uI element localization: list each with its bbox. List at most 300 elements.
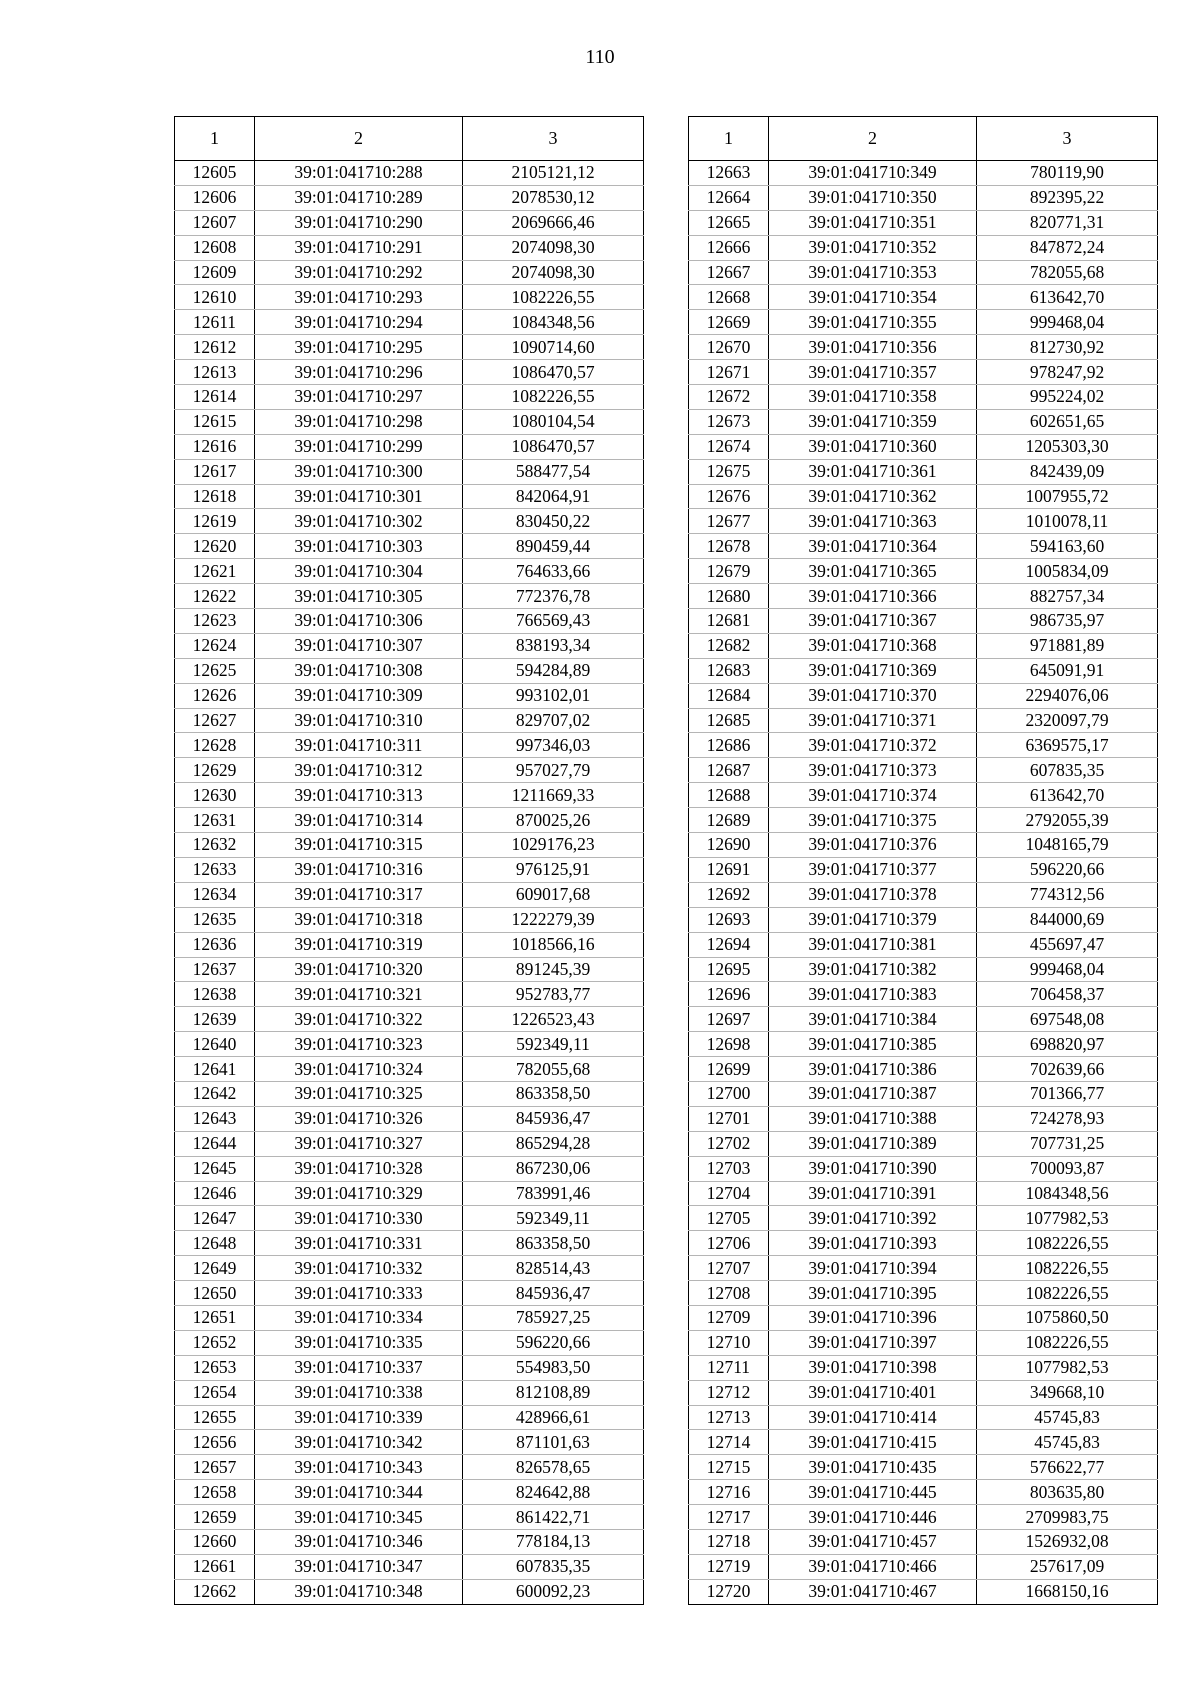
row-number-cell: 12623	[175, 609, 255, 634]
cadastral-number-cell: 39:01:041710:312	[255, 758, 463, 783]
cadastral-number-cell: 39:01:041710:375	[769, 808, 977, 833]
table-row	[175, 1505, 644, 1530]
value-cell: 993102,01	[463, 683, 644, 708]
row-number-cell: 12698	[689, 1032, 769, 1057]
table-row	[689, 1380, 1158, 1405]
table-row	[689, 285, 1158, 310]
cadastral-number-cell: 39:01:041710:300	[255, 459, 463, 484]
value-cell: 257617,09	[977, 1554, 1158, 1579]
cadastral-number-cell: 39:01:041710:384	[769, 1007, 977, 1032]
row-number-cell: 12667	[689, 260, 769, 285]
value-cell: 1205303,30	[977, 434, 1158, 459]
row-number-cell: 12640	[175, 1032, 255, 1057]
cadastral-number-cell: 39:01:041710:323	[255, 1032, 463, 1057]
value-cell: 1084348,56	[977, 1181, 1158, 1206]
cadastral-number-cell: 39:01:041710:374	[769, 783, 977, 808]
row-number-cell: 12701	[689, 1106, 769, 1131]
table-row	[175, 534, 644, 559]
row-number-cell: 12676	[689, 484, 769, 509]
cadastral-number-cell: 39:01:041710:343	[255, 1455, 463, 1480]
cadastral-number-cell: 39:01:041710:334	[255, 1305, 463, 1330]
row-number-cell: 12613	[175, 360, 255, 385]
cadastral-number-cell: 39:01:041710:445	[769, 1480, 977, 1505]
value-cell: 844000,69	[977, 907, 1158, 932]
value-cell: 867230,06	[463, 1156, 644, 1181]
cadastral-number-cell: 39:01:041710:389	[769, 1131, 977, 1156]
value-cell: 772376,78	[463, 584, 644, 609]
row-number-cell: 12692	[689, 882, 769, 907]
value-cell: 1084348,56	[463, 310, 644, 335]
table-row	[175, 609, 644, 634]
value-cell: 607835,35	[463, 1554, 644, 1579]
row-number-cell: 12627	[175, 708, 255, 733]
value-cell: 554983,50	[463, 1355, 644, 1380]
value-cell: 700093,87	[977, 1156, 1158, 1181]
row-number-cell: 12621	[175, 559, 255, 584]
table-row	[689, 758, 1158, 783]
row-number-cell: 12691	[689, 857, 769, 882]
value-cell: 812108,89	[463, 1380, 644, 1405]
table-row	[175, 758, 644, 783]
row-number-cell: 12706	[689, 1231, 769, 1256]
table-row	[175, 459, 644, 484]
row-number-cell: 12605	[175, 161, 255, 186]
cadastral-number-cell: 39:01:041710:317	[255, 882, 463, 907]
table-row	[175, 1355, 644, 1380]
cadastral-number-cell: 39:01:041710:357	[769, 360, 977, 385]
cadastral-number-cell: 39:01:041710:305	[255, 584, 463, 609]
row-number-cell: 12618	[175, 484, 255, 509]
table-row	[175, 982, 644, 1007]
value-cell: 1075860,50	[977, 1305, 1158, 1330]
value-cell: 957027,79	[463, 758, 644, 783]
cadastral-number-cell: 39:01:041710:396	[769, 1305, 977, 1330]
row-number-cell: 12643	[175, 1106, 255, 1131]
row-number-cell: 12697	[689, 1007, 769, 1032]
table-row	[175, 409, 644, 434]
value-cell: 349668,10	[977, 1380, 1158, 1405]
row-number-cell: 12682	[689, 633, 769, 658]
row-number-cell: 12702	[689, 1131, 769, 1156]
row-number-cell: 12707	[689, 1256, 769, 1281]
row-number-cell: 12683	[689, 658, 769, 683]
row-number-cell: 12670	[689, 335, 769, 360]
value-cell: 871101,63	[463, 1430, 644, 1455]
row-number-cell: 12635	[175, 907, 255, 932]
cadastral-number-cell: 39:01:041710:335	[255, 1330, 463, 1355]
cadastral-number-cell: 39:01:041710:382	[769, 957, 977, 982]
value-cell: 1526932,08	[977, 1529, 1158, 1554]
value-cell: 2320097,79	[977, 708, 1158, 733]
table-row	[689, 235, 1158, 260]
cadastral-number-cell: 39:01:041710:290	[255, 210, 463, 235]
row-number-cell: 12716	[689, 1480, 769, 1505]
row-number-cell: 12610	[175, 285, 255, 310]
cadastral-number-cell: 39:01:041710:378	[769, 882, 977, 907]
column-header: 1	[689, 117, 769, 161]
value-cell: 783991,46	[463, 1181, 644, 1206]
cadastral-number-cell: 39:01:041710:391	[769, 1181, 977, 1206]
cadastral-number-cell: 39:01:041710:333	[255, 1281, 463, 1306]
table-row	[175, 260, 644, 285]
table-row	[175, 1181, 644, 1206]
row-number-cell: 12689	[689, 808, 769, 833]
row-number-cell: 12704	[689, 1181, 769, 1206]
row-number-cell: 12669	[689, 310, 769, 335]
table-row	[175, 833, 644, 858]
data-table-left	[174, 116, 644, 1605]
row-number-cell: 12675	[689, 459, 769, 484]
value-cell: 782055,68	[463, 1057, 644, 1082]
table-header-row	[175, 117, 644, 161]
table-row	[175, 733, 644, 758]
table-row	[689, 335, 1158, 360]
value-cell: 724278,93	[977, 1106, 1158, 1131]
table-row	[175, 1281, 644, 1306]
cadastral-number-cell: 39:01:041710:435	[769, 1455, 977, 1480]
cadastral-number-cell: 39:01:041710:332	[255, 1256, 463, 1281]
table-row	[689, 484, 1158, 509]
table-row	[689, 161, 1158, 186]
row-number-cell: 12668	[689, 285, 769, 310]
table-row	[175, 932, 644, 957]
column-header: 2	[255, 117, 463, 161]
row-number-cell: 12680	[689, 584, 769, 609]
cadastral-number-cell: 39:01:041710:370	[769, 683, 977, 708]
cadastral-number-cell: 39:01:041710:318	[255, 907, 463, 932]
cadastral-number-cell: 39:01:041710:385	[769, 1032, 977, 1057]
cadastral-number-cell: 39:01:041710:351	[769, 210, 977, 235]
row-number-cell: 12634	[175, 882, 255, 907]
table-row	[175, 633, 644, 658]
value-cell: 602651,65	[977, 409, 1158, 434]
row-number-cell: 12655	[175, 1405, 255, 1430]
cadastral-number-cell: 39:01:041710:330	[255, 1206, 463, 1231]
cadastral-number-cell: 39:01:041710:401	[769, 1380, 977, 1405]
row-number-cell: 12660	[175, 1529, 255, 1554]
table-row	[689, 907, 1158, 932]
row-number-cell: 12652	[175, 1330, 255, 1355]
table-row	[689, 1156, 1158, 1181]
row-number-cell: 12674	[689, 434, 769, 459]
table-row	[175, 1057, 644, 1082]
value-cell: 1082226,55	[977, 1256, 1158, 1281]
row-number-cell: 12671	[689, 360, 769, 385]
value-cell: 1010078,11	[977, 509, 1158, 534]
table-row	[175, 509, 644, 534]
value-cell: 698820,97	[977, 1032, 1158, 1057]
value-cell: 845936,47	[463, 1106, 644, 1131]
value-cell: 952783,77	[463, 982, 644, 1007]
cadastral-number-cell: 39:01:041710:414	[769, 1405, 977, 1430]
row-number-cell: 12645	[175, 1156, 255, 1181]
cadastral-number-cell: 39:01:041710:322	[255, 1007, 463, 1032]
row-number-cell: 12629	[175, 758, 255, 783]
cadastral-number-cell: 39:01:041710:364	[769, 534, 977, 559]
table-row	[175, 783, 644, 808]
cadastral-number-cell: 39:01:041710:328	[255, 1156, 463, 1181]
value-cell: 882757,34	[977, 584, 1158, 609]
row-number-cell: 12625	[175, 658, 255, 683]
value-cell: 845936,47	[463, 1281, 644, 1306]
table-row	[689, 1032, 1158, 1057]
table-row	[175, 285, 644, 310]
table-row	[689, 1430, 1158, 1455]
value-cell: 1090714,60	[463, 335, 644, 360]
row-number-cell: 12622	[175, 584, 255, 609]
row-number-cell: 12705	[689, 1206, 769, 1231]
table-row	[175, 1231, 644, 1256]
value-cell: 1226523,43	[463, 1007, 644, 1032]
table-row	[689, 1554, 1158, 1579]
table-row	[175, 857, 644, 882]
table-row	[175, 335, 644, 360]
row-number-cell: 12657	[175, 1455, 255, 1480]
row-number-cell: 12694	[689, 932, 769, 957]
cadastral-number-cell: 39:01:041710:397	[769, 1330, 977, 1355]
value-cell: 576622,77	[977, 1455, 1158, 1480]
row-number-cell: 12650	[175, 1281, 255, 1306]
cadastral-number-cell: 39:01:041710:466	[769, 1554, 977, 1579]
table-row	[689, 783, 1158, 808]
cadastral-number-cell: 39:01:041710:365	[769, 559, 977, 584]
value-cell: 596220,66	[977, 857, 1158, 882]
value-cell: 2069666,46	[463, 210, 644, 235]
table-row	[175, 1430, 644, 1455]
table-row	[175, 1007, 644, 1032]
table-row	[689, 857, 1158, 882]
table-row	[689, 1181, 1158, 1206]
cadastral-number-cell: 39:01:041710:289	[255, 185, 463, 210]
table-header-row	[689, 117, 1158, 161]
table-row	[175, 1032, 644, 1057]
value-cell: 1082226,55	[463, 385, 644, 410]
cadastral-number-cell: 39:01:041710:346	[255, 1529, 463, 1554]
value-cell: 826578,65	[463, 1455, 644, 1480]
cadastral-number-cell: 39:01:041710:349	[769, 161, 977, 186]
value-cell: 1005834,09	[977, 559, 1158, 584]
cadastral-number-cell: 39:01:041710:307	[255, 633, 463, 658]
row-number-cell: 12711	[689, 1355, 769, 1380]
row-number-cell: 12616	[175, 434, 255, 459]
cadastral-number-cell: 39:01:041710:311	[255, 733, 463, 758]
cadastral-number-cell: 39:01:041710:296	[255, 360, 463, 385]
cadastral-number-cell: 39:01:041710:415	[769, 1430, 977, 1455]
table-row	[175, 1131, 644, 1156]
cadastral-number-cell: 39:01:041710:303	[255, 534, 463, 559]
value-cell: 986735,97	[977, 609, 1158, 634]
cadastral-number-cell: 39:01:041710:345	[255, 1505, 463, 1530]
table-row	[175, 708, 644, 733]
cadastral-number-cell: 39:01:041710:339	[255, 1405, 463, 1430]
table-row	[175, 907, 644, 932]
cadastral-number-cell: 39:01:041710:360	[769, 434, 977, 459]
value-cell: 824642,88	[463, 1480, 644, 1505]
row-number-cell: 12631	[175, 808, 255, 833]
table-row	[689, 1579, 1158, 1604]
row-number-cell: 12651	[175, 1305, 255, 1330]
cadastral-number-cell: 39:01:041710:295	[255, 335, 463, 360]
cadastral-number-cell: 39:01:041710:457	[769, 1529, 977, 1554]
table-row	[175, 1529, 644, 1554]
table-row	[175, 235, 644, 260]
row-number-cell: 12681	[689, 609, 769, 634]
value-cell: 609017,68	[463, 882, 644, 907]
table-row	[689, 658, 1158, 683]
table-row	[175, 484, 644, 509]
cadastral-number-cell: 39:01:041710:373	[769, 758, 977, 783]
data-table-right	[688, 116, 1158, 1605]
value-cell: 828514,43	[463, 1256, 644, 1281]
row-number-cell: 12612	[175, 335, 255, 360]
row-number-cell: 12624	[175, 633, 255, 658]
table-row	[689, 185, 1158, 210]
cadastral-number-cell: 39:01:041710:337	[255, 1355, 463, 1380]
value-cell: 6369575,17	[977, 733, 1158, 758]
cadastral-number-cell: 39:01:041710:393	[769, 1231, 977, 1256]
value-cell: 2074098,30	[463, 235, 644, 260]
table-row	[689, 808, 1158, 833]
value-cell: 2294076,06	[977, 683, 1158, 708]
cadastral-number-cell: 39:01:041710:347	[255, 1554, 463, 1579]
cadastral-number-cell: 39:01:041710:292	[255, 260, 463, 285]
value-cell: 45745,83	[977, 1430, 1158, 1455]
row-number-cell: 12659	[175, 1505, 255, 1530]
value-cell: 842064,91	[463, 484, 644, 509]
row-number-cell: 12620	[175, 534, 255, 559]
table-row	[689, 609, 1158, 634]
value-cell: 701366,77	[977, 1081, 1158, 1106]
column-header: 2	[769, 117, 977, 161]
row-number-cell: 12679	[689, 559, 769, 584]
row-number-cell: 12718	[689, 1529, 769, 1554]
row-number-cell: 12720	[689, 1579, 769, 1604]
value-cell: 613642,70	[977, 285, 1158, 310]
row-number-cell: 12632	[175, 833, 255, 858]
table-row	[175, 1106, 644, 1131]
value-cell: 1668150,16	[977, 1579, 1158, 1604]
table-row	[175, 310, 644, 335]
value-cell: 999468,04	[977, 957, 1158, 982]
cadastral-number-cell: 39:01:041710:369	[769, 658, 977, 683]
row-number-cell: 12619	[175, 509, 255, 534]
cadastral-number-cell: 39:01:041710:371	[769, 708, 977, 733]
cadastral-number-cell: 39:01:041710:319	[255, 932, 463, 957]
value-cell: 2105121,12	[463, 161, 644, 186]
table-row	[689, 534, 1158, 559]
cadastral-number-cell: 39:01:041710:309	[255, 683, 463, 708]
value-cell: 842439,09	[977, 459, 1158, 484]
table-row	[689, 1480, 1158, 1505]
row-number-cell: 12642	[175, 1081, 255, 1106]
row-number-cell: 12607	[175, 210, 255, 235]
value-cell: 838193,34	[463, 633, 644, 658]
table-row	[689, 1131, 1158, 1156]
row-number-cell: 12654	[175, 1380, 255, 1405]
row-number-cell: 12658	[175, 1480, 255, 1505]
column-header: 1	[175, 117, 255, 161]
table-row	[689, 683, 1158, 708]
table-row	[689, 733, 1158, 758]
column-header: 3	[463, 117, 644, 161]
table-row	[689, 1529, 1158, 1554]
value-cell: 764633,66	[463, 559, 644, 584]
row-number-cell: 12688	[689, 783, 769, 808]
row-number-cell: 12696	[689, 982, 769, 1007]
table-row	[689, 1405, 1158, 1430]
cadastral-number-cell: 39:01:041710:324	[255, 1057, 463, 1082]
table-row	[689, 708, 1158, 733]
table-row	[689, 1355, 1158, 1380]
cadastral-number-cell: 39:01:041710:387	[769, 1081, 977, 1106]
value-cell: 2792055,39	[977, 808, 1158, 833]
row-number-cell: 12715	[689, 1455, 769, 1480]
cadastral-number-cell: 39:01:041710:366	[769, 584, 977, 609]
value-cell: 697548,08	[977, 1007, 1158, 1032]
cadastral-number-cell: 39:01:041710:386	[769, 1057, 977, 1082]
cadastral-number-cell: 39:01:041710:368	[769, 633, 977, 658]
table-row	[175, 1305, 644, 1330]
value-cell: 865294,28	[463, 1131, 644, 1156]
value-cell: 778184,13	[463, 1529, 644, 1554]
table-row	[689, 559, 1158, 584]
table-row	[175, 1554, 644, 1579]
table-row	[689, 633, 1158, 658]
table-row	[689, 459, 1158, 484]
table-row	[175, 683, 644, 708]
row-number-cell: 12703	[689, 1156, 769, 1181]
row-number-cell: 12700	[689, 1081, 769, 1106]
row-number-cell: 12714	[689, 1430, 769, 1455]
cadastral-number-cell: 39:01:041710:288	[255, 161, 463, 186]
cadastral-number-cell: 39:01:041710:376	[769, 833, 977, 858]
cadastral-number-cell: 39:01:041710:377	[769, 857, 977, 882]
cadastral-number-cell: 39:01:041710:314	[255, 808, 463, 833]
value-cell: 706458,37	[977, 982, 1158, 1007]
row-number-cell: 12644	[175, 1131, 255, 1156]
cadastral-number-cell: 39:01:041710:315	[255, 833, 463, 858]
value-cell: 861422,71	[463, 1505, 644, 1530]
row-number-cell: 12672	[689, 385, 769, 410]
cadastral-number-cell: 39:01:041710:367	[769, 609, 977, 634]
table-row	[689, 1231, 1158, 1256]
table-row	[175, 1156, 644, 1181]
row-number-cell: 12608	[175, 235, 255, 260]
value-cell: 830450,22	[463, 509, 644, 534]
table-row	[689, 310, 1158, 335]
cadastral-number-cell: 39:01:041710:388	[769, 1106, 977, 1131]
table-row	[689, 1081, 1158, 1106]
row-number-cell: 12633	[175, 857, 255, 882]
value-cell: 891245,39	[463, 957, 644, 982]
cadastral-number-cell: 39:01:041710:331	[255, 1231, 463, 1256]
table-row	[175, 957, 644, 982]
row-number-cell: 12717	[689, 1505, 769, 1530]
row-number-cell: 12609	[175, 260, 255, 285]
table-row	[175, 434, 644, 459]
cadastral-number-cell: 39:01:041710:342	[255, 1430, 463, 1455]
row-number-cell: 12713	[689, 1405, 769, 1430]
row-number-cell: 12678	[689, 534, 769, 559]
row-number-cell: 12685	[689, 708, 769, 733]
value-cell: 588477,54	[463, 459, 644, 484]
value-cell: 592349,11	[463, 1032, 644, 1057]
row-number-cell: 12649	[175, 1256, 255, 1281]
row-number-cell: 12606	[175, 185, 255, 210]
cadastral-number-cell: 39:01:041710:316	[255, 857, 463, 882]
value-cell: 1048165,79	[977, 833, 1158, 858]
value-cell: 829707,02	[463, 708, 644, 733]
